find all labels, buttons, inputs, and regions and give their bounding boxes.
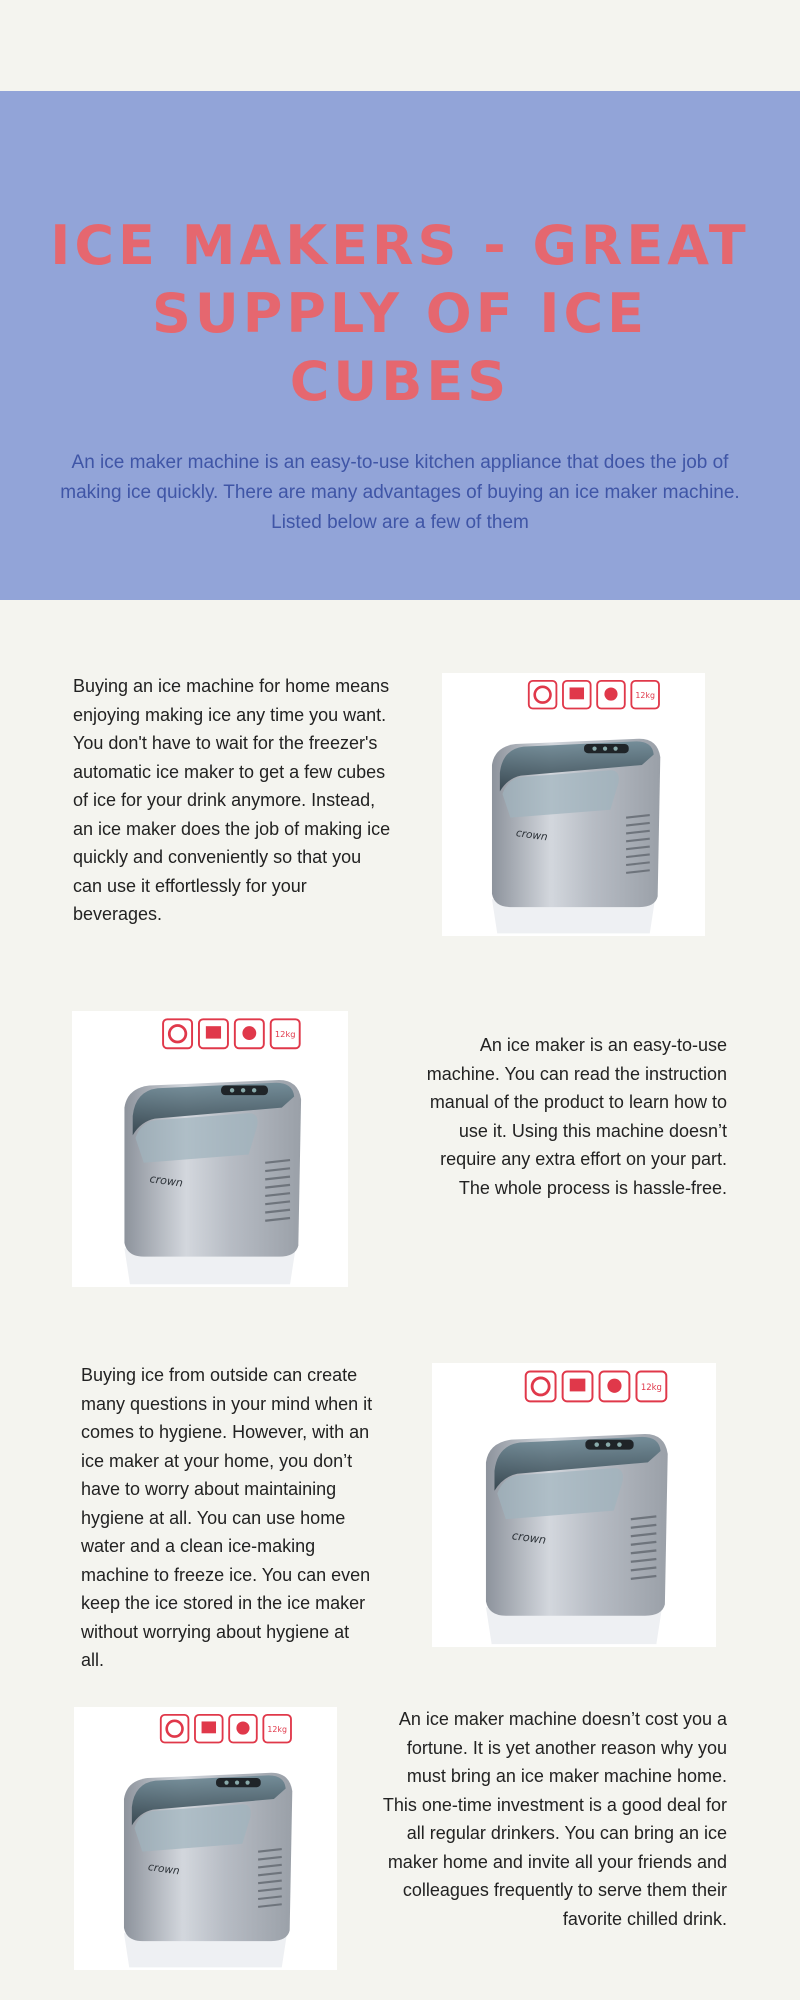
hero-intro: An ice maker machine is an easy-to-use kitchen appliance that does the job of making ice quickly. There are many advantages of buying an ice maker machine. Listed below are a few of them bbox=[60, 452, 740, 533]
section-4-text: An ice maker machine doesn’t cost you a fortune. It is yet another reason why you must bring an ice maker machine home. This one-time investment is a good deal for all regular drinkers. You can bring an ice maker home and invite all your friends and colleagues frequently to serve them their favorite chilled drink. bbox=[382, 1709, 727, 1929]
section-2-text: An ice maker is an easy-to-use machine. You can read the instruction manual of the product to learn how to use it. Using this machine doesn’t require any extra effort on your part. The whole process is hassle-free. bbox=[426, 1035, 727, 1198]
ice-maker-image-3 bbox=[432, 1363, 716, 1647]
page-title: ICE MAKERS - GREAT SUPPLY OF ICE CUBES bbox=[50, 214, 750, 413]
ice-maker-image-2 bbox=[72, 1011, 348, 1287]
section-3-text: Buying ice from outside can create many questions in your mind when it comes to hygiene. However, with an ice maker at your home, you don’t have to worry about maintaining hygiene at all. You can use home water and a clean ice-making machine to freeze ice. You can even keep the ice stored in the ice maker without worrying about hygiene at all. bbox=[81, 1365, 373, 1670]
section-1-text: Buying an ice machine for home means enjoying making ice any time you want. You don't have to wait for the freezer's automatic ice maker to get a few cubes of ice for your drink anymore. Instead, an ice maker does the job of making ice quickly and conveniently so that you can use it effortlessly for your beverages. bbox=[73, 676, 391, 924]
ice-maker-image-4 bbox=[74, 1707, 337, 1970]
ice-maker-image-1 bbox=[442, 673, 705, 936]
